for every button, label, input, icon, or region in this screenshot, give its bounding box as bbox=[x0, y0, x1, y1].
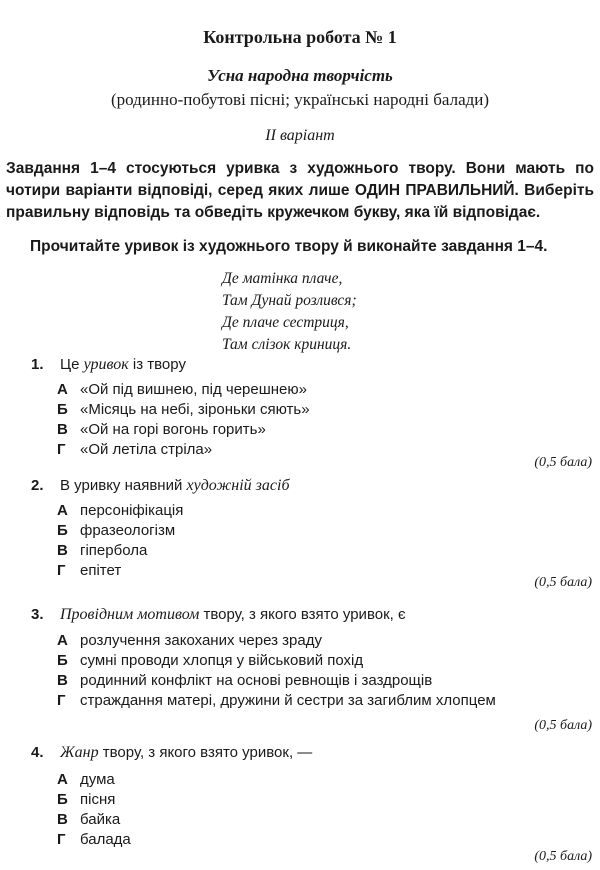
answer-option[interactable]: Б «Місяць на небі, зіроньки сяють» bbox=[57, 401, 310, 418]
question-text: Це уривок із твору bbox=[60, 356, 186, 373]
question-3 bbox=[31, 606, 406, 624]
question-text: Жанр твору, з якого взято уривок, — bbox=[60, 744, 313, 761]
answer-option[interactable]: Б сумні проводи хлопця у військовий похід bbox=[57, 652, 364, 669]
answer-option[interactable]: В байка bbox=[57, 811, 121, 828]
question-1 bbox=[31, 356, 186, 374]
question-text: В уривку наявний художній засіб bbox=[60, 477, 290, 494]
variant-label: II варіант bbox=[265, 127, 335, 144]
answer-option[interactable]: Г «Ой летіла стріла» bbox=[57, 441, 213, 458]
question-4 bbox=[31, 744, 312, 762]
read-prompt: Прочитайте уривок із художнього твору й виконайте завдання 1–4. bbox=[30, 238, 548, 255]
answer-option[interactable]: Б пісня bbox=[57, 791, 116, 808]
answer-option[interactable]: В гіпербола bbox=[57, 542, 148, 559]
points-label: (0,5 бала) bbox=[534, 455, 592, 470]
page-title: Контрольна робота № 1 bbox=[203, 27, 397, 47]
answer-option[interactable]: А персоніфікація bbox=[57, 502, 184, 519]
points-label: (0,5 бала) bbox=[534, 575, 592, 590]
points-label: (0,5 бала) bbox=[534, 849, 592, 864]
answer-option[interactable]: Г балада bbox=[57, 831, 131, 848]
question-number: 3. bbox=[31, 606, 44, 623]
topics-line: (родинно-побутові пісні; українські народні балади) bbox=[110, 90, 490, 109]
question-text: Провідним мотивом твору, з якого взято уривок, є bbox=[60, 606, 406, 623]
question-2 bbox=[31, 477, 289, 495]
question-number: 2. bbox=[31, 477, 44, 494]
answer-option[interactable]: Г епітет bbox=[57, 562, 122, 579]
poem-excerpt bbox=[222, 268, 357, 356]
question-number: 1. bbox=[31, 356, 44, 373]
answer-option[interactable]: А «Ой під вишнею, під черешнею» bbox=[57, 381, 307, 398]
answer-option[interactable]: Б фразеологізм bbox=[57, 522, 176, 539]
answer-option[interactable]: Г страждання матері, дружини й сестри за загиблим хлопцем bbox=[57, 692, 496, 709]
points-label: (0,5 бала) bbox=[534, 718, 592, 733]
instructions: Завдання 1–4 стосуються уривка з художнього твору. Вони мають по чотири варіанти відповіді, серед яких лише ОДИН ПРАВИЛЬНИЙ. Виберіть правильну відповідь та обведіть кружечком букву, яка їй відповідає. bbox=[6, 160, 594, 221]
poem-line: Де плаче сестриця, bbox=[222, 314, 349, 331]
poem-line: Де матінка плаче, bbox=[222, 270, 343, 287]
question-number: 4. bbox=[31, 744, 44, 761]
answer-option[interactable]: А дума bbox=[57, 771, 115, 788]
answer-option[interactable]: В «Ой на горі вогонь горить» bbox=[57, 421, 266, 438]
poem-line: Там Дунай розлився; bbox=[222, 292, 357, 309]
section-subtitle: Усна народна творчість bbox=[207, 66, 393, 85]
poem-line: Там слізок криниця. bbox=[222, 336, 352, 353]
answer-option[interactable]: В родинний конфлікт на основі ревнощів і заздрощів bbox=[57, 672, 433, 689]
answer-option[interactable]: А розлучення закоханих через зраду bbox=[57, 632, 322, 649]
